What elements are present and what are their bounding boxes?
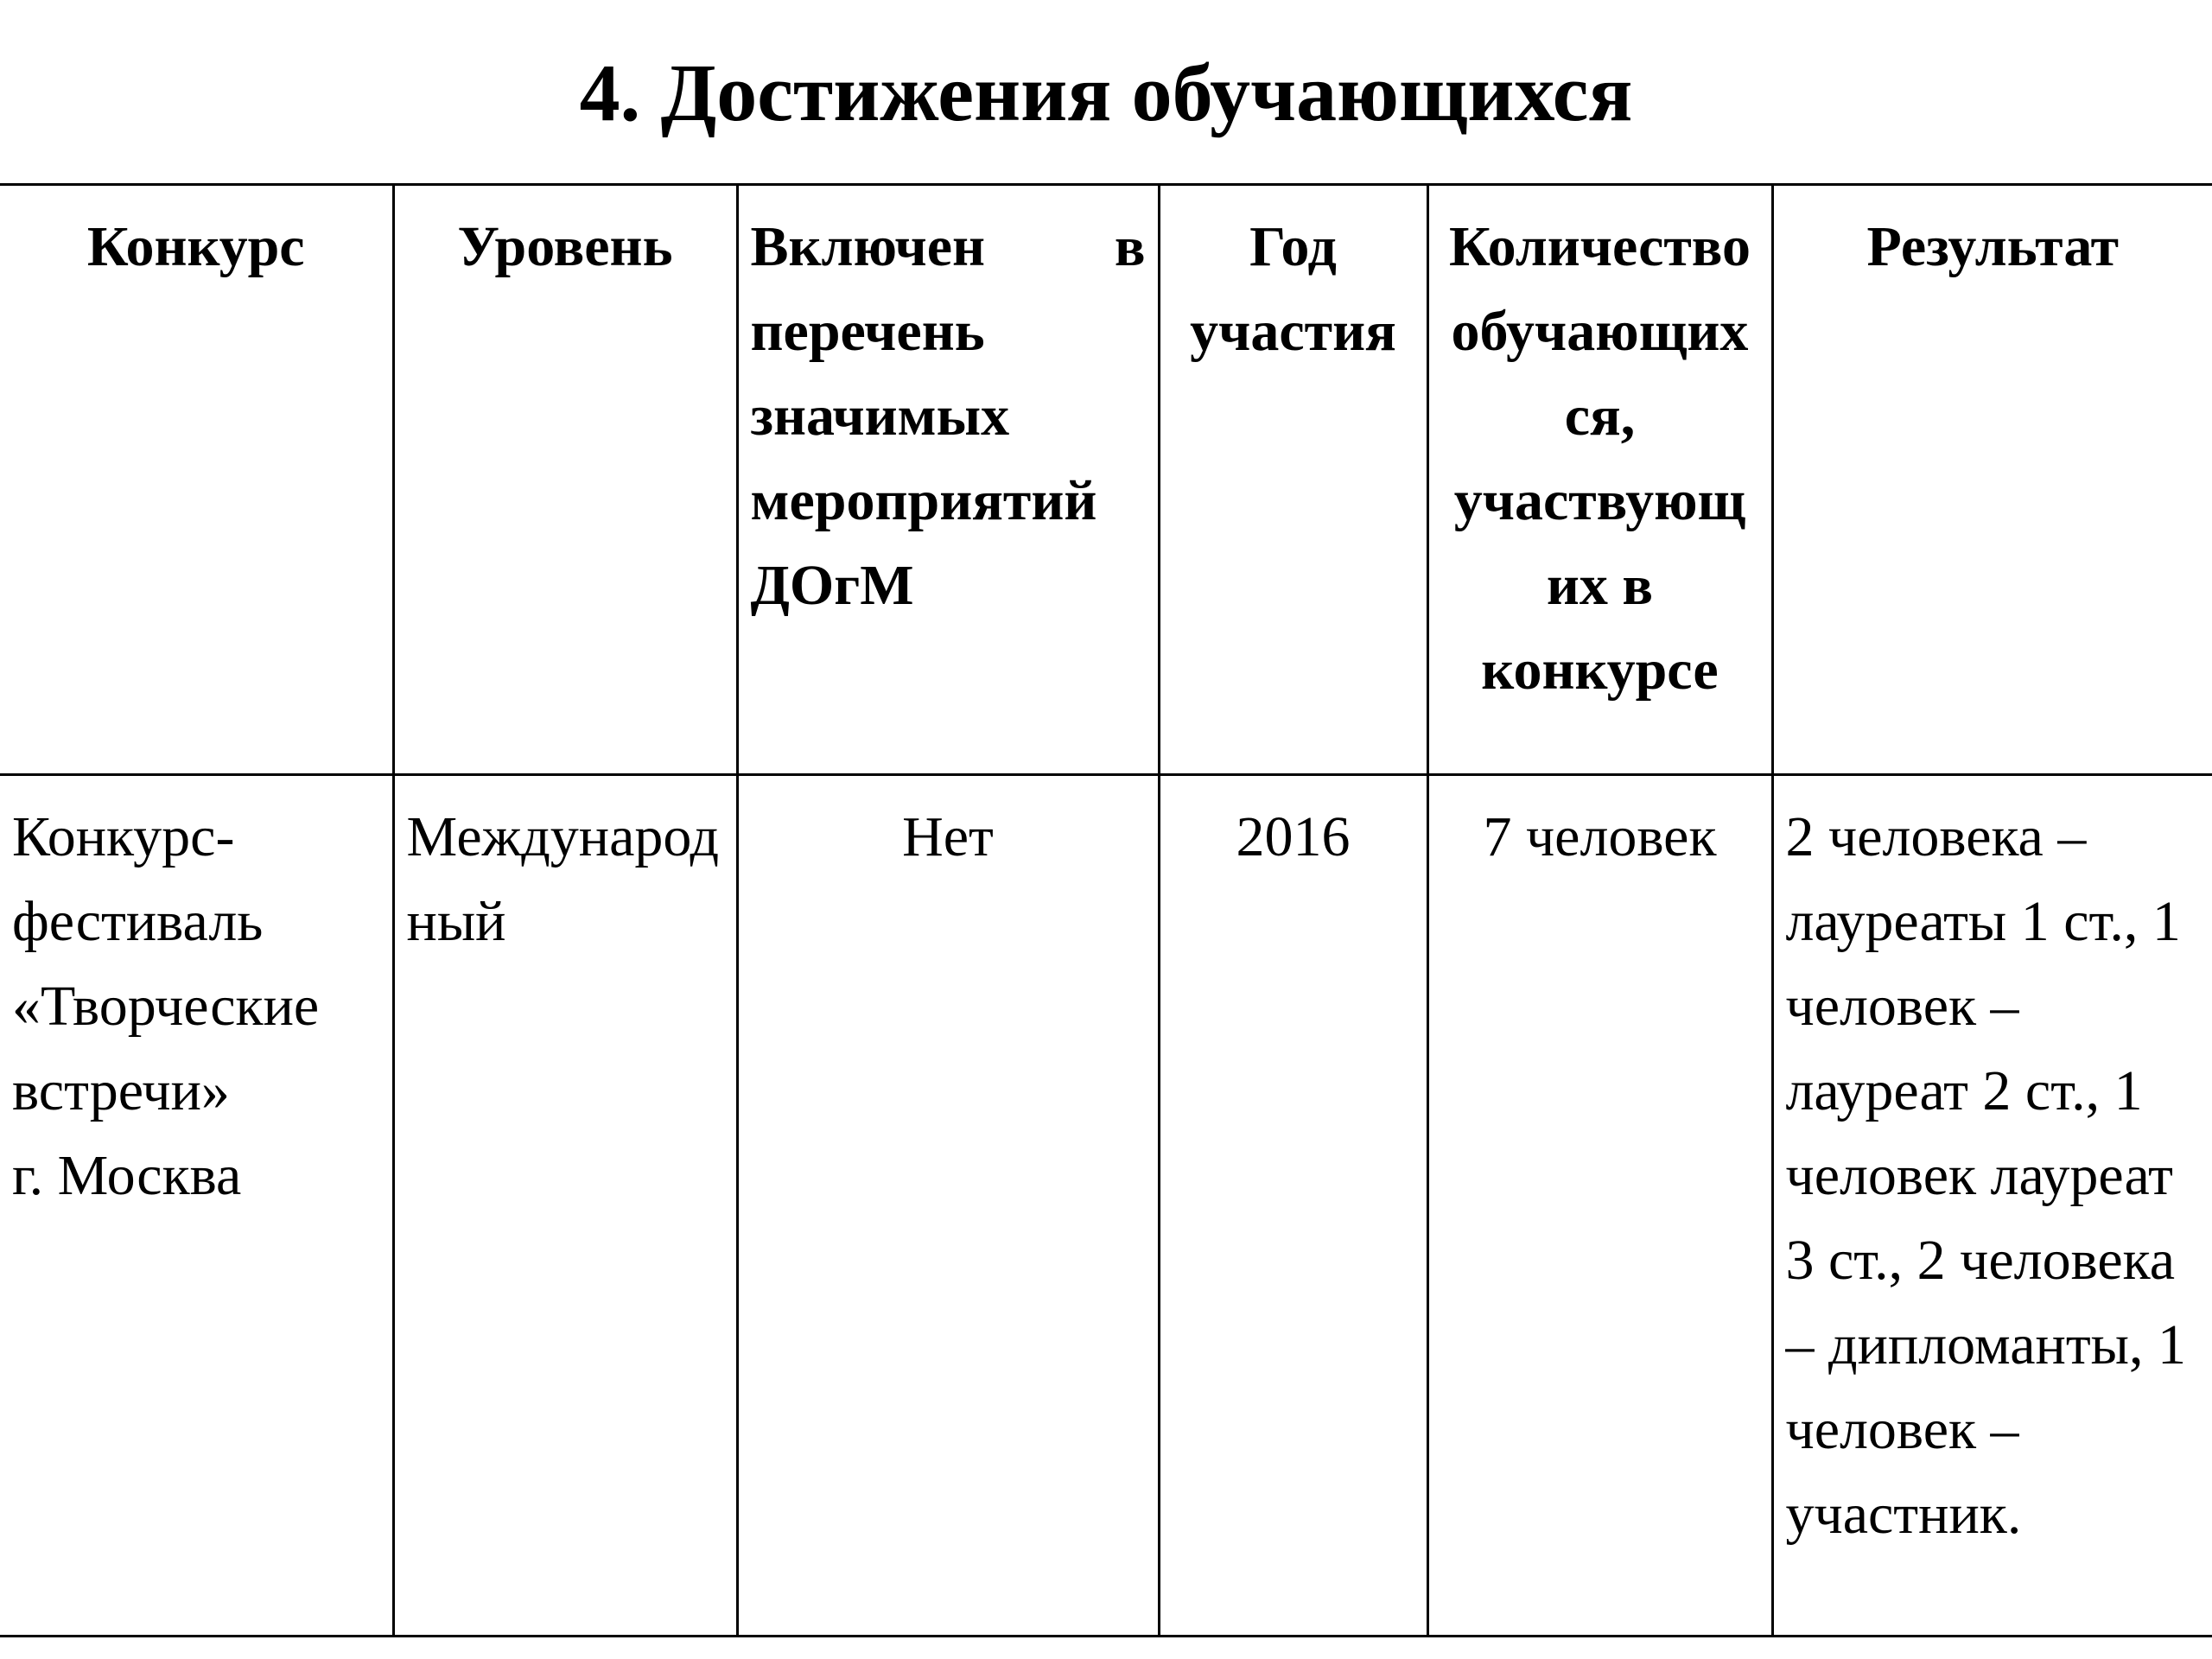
cell-contest: Конкурс-фестиваль «Творческие встречи» г. Москва [0,775,393,1637]
achievements-table [0,183,2212,1637]
cell-level: Международный [393,775,737,1637]
table-row [0,775,2212,1637]
header-contest: Конкурс [0,185,393,775]
header-included: Включен в перечень значимых мероприятий ДОгМ [737,185,1159,775]
header-year: Год участия [1159,185,1427,775]
header-count: Количество обучающихся, участвующих в конкурсе [1427,185,1772,775]
cell-year: 2016 [1159,775,1427,1637]
page-title: 4. Достижения обучающихся [579,48,1633,138]
header-level: Уровень [393,185,737,775]
cell-result: 2 человека – лауреаты 1 ст., 1 человек – лауреат 2 ст., 1 человек лауреат 3 ст., 2 человека – дипломанты, 1 человек – участник. [1772,775,2212,1637]
cell-count: 7 человек [1427,775,1772,1637]
cell-included: Нет [737,775,1159,1637]
header-result: Результат [1772,185,2212,775]
table-header-row [0,185,2212,775]
